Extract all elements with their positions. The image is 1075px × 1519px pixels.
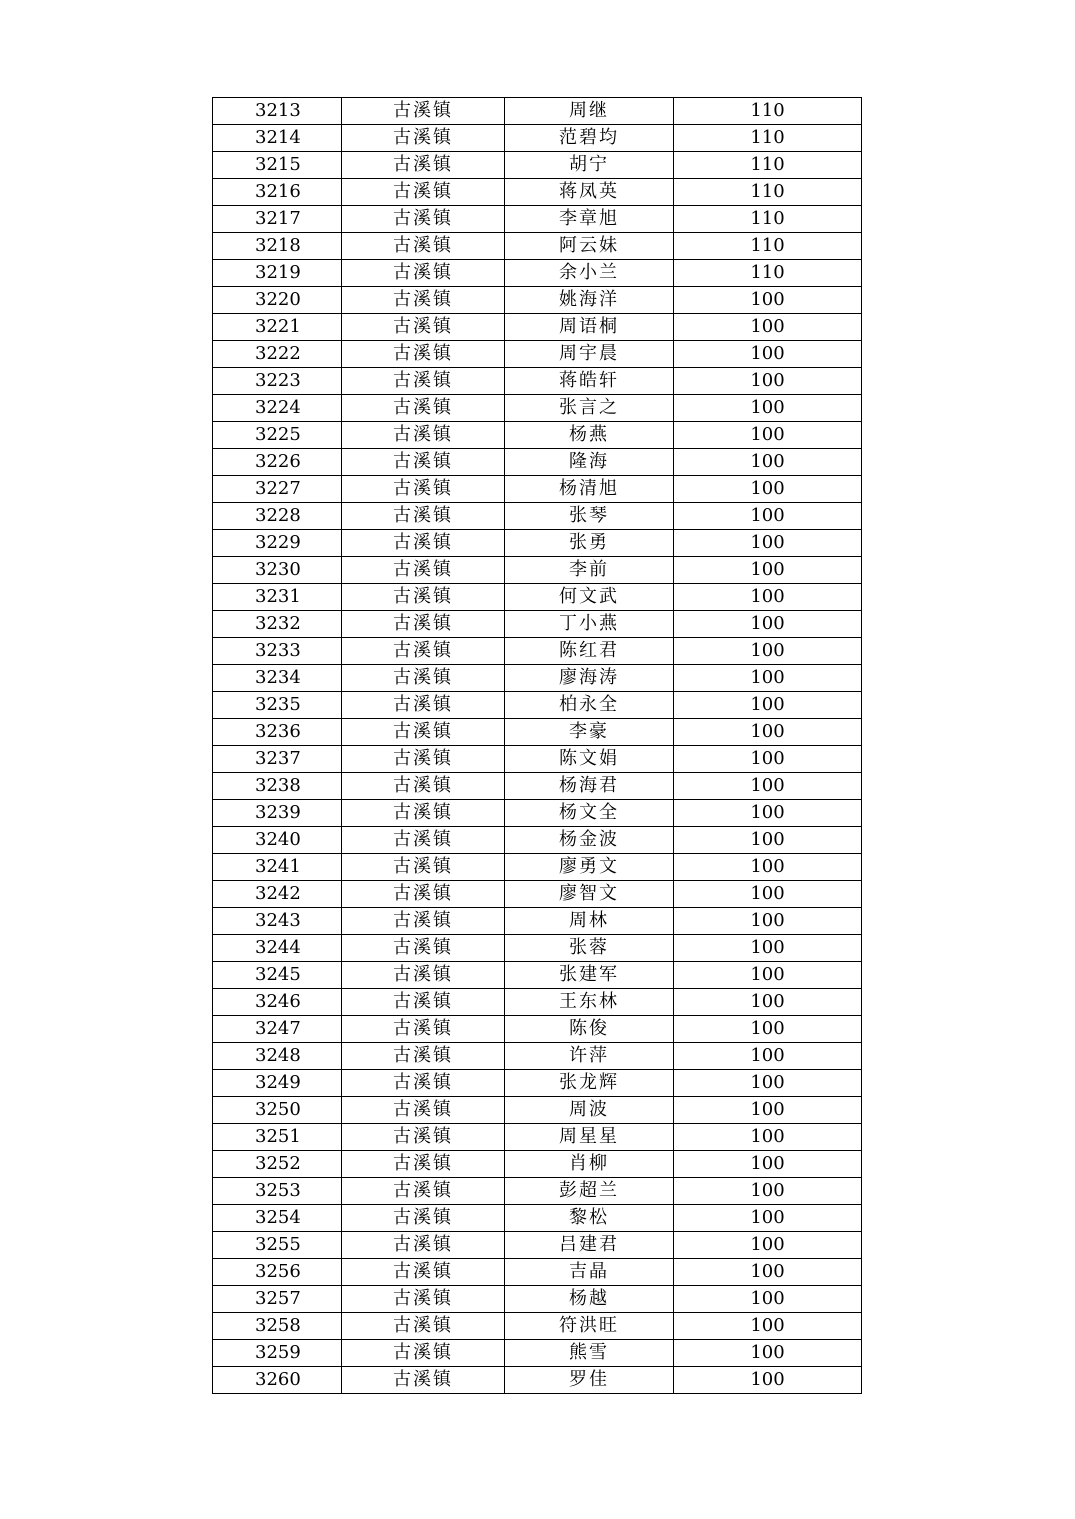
table-row [213, 1232, 862, 1259]
table-row [213, 962, 862, 989]
table-row [213, 1340, 862, 1367]
amount-cell: 100 [674, 395, 862, 422]
serial-number-cell: 3218 [213, 233, 342, 260]
town-cell: 古溪镇 [342, 1043, 505, 1070]
town-cell: 古溪镇 [342, 503, 505, 530]
town-cell: 古溪镇 [342, 449, 505, 476]
town-cell: 古溪镇 [342, 935, 505, 962]
serial-number-cell: 3246 [213, 989, 342, 1016]
amount-cell: 100 [674, 1151, 862, 1178]
amount-cell: 100 [674, 1205, 862, 1232]
table-row [213, 1205, 862, 1232]
serial-number-cell: 3232 [213, 611, 342, 638]
person-name-cell: 蒋皓轩 [505, 368, 674, 395]
table-row [213, 1286, 862, 1313]
serial-number-cell: 3233 [213, 638, 342, 665]
table-row [213, 665, 862, 692]
town-cell: 古溪镇 [342, 152, 505, 179]
town-cell: 古溪镇 [342, 125, 505, 152]
amount-cell: 100 [674, 665, 862, 692]
town-cell: 古溪镇 [342, 989, 505, 1016]
amount-cell: 100 [674, 1259, 862, 1286]
amount-cell: 100 [674, 935, 862, 962]
person-name-cell: 蒋凤英 [505, 179, 674, 206]
town-cell: 古溪镇 [342, 719, 505, 746]
amount-cell: 100 [674, 1097, 862, 1124]
amount-cell: 100 [674, 1286, 862, 1313]
amount-cell: 110 [674, 233, 862, 260]
amount-cell: 100 [674, 557, 862, 584]
town-cell: 古溪镇 [342, 800, 505, 827]
table-row [213, 1151, 862, 1178]
serial-number-cell: 3250 [213, 1097, 342, 1124]
table-row [213, 854, 862, 881]
person-name-cell: 廖海涛 [505, 665, 674, 692]
amount-cell: 100 [674, 692, 862, 719]
table-row [213, 881, 862, 908]
town-cell: 古溪镇 [342, 287, 505, 314]
town-cell: 古溪镇 [342, 1097, 505, 1124]
table-row [213, 503, 862, 530]
person-name-cell: 张琴 [505, 503, 674, 530]
table-row [213, 260, 862, 287]
serial-number-cell: 3255 [213, 1232, 342, 1259]
table-row [213, 800, 862, 827]
town-cell: 古溪镇 [342, 368, 505, 395]
serial-number-cell: 3217 [213, 206, 342, 233]
serial-number-cell: 3224 [213, 395, 342, 422]
person-name-cell: 陈俊 [505, 1016, 674, 1043]
serial-number-cell: 3241 [213, 854, 342, 881]
town-cell: 古溪镇 [342, 908, 505, 935]
table-row [213, 98, 862, 125]
table-row [213, 1043, 862, 1070]
table-row [213, 1178, 862, 1205]
table-row [213, 179, 862, 206]
amount-cell: 100 [674, 719, 862, 746]
table-row [213, 152, 862, 179]
town-cell: 古溪镇 [342, 530, 505, 557]
amount-cell: 100 [674, 530, 862, 557]
person-name-cell: 余小兰 [505, 260, 674, 287]
town-cell: 古溪镇 [342, 881, 505, 908]
town-cell: 古溪镇 [342, 827, 505, 854]
table-row [213, 1367, 862, 1394]
person-name-cell: 杨文全 [505, 800, 674, 827]
table-row [213, 611, 862, 638]
town-cell: 古溪镇 [342, 341, 505, 368]
table-row [213, 422, 862, 449]
amount-cell: 100 [674, 746, 862, 773]
town-cell: 古溪镇 [342, 179, 505, 206]
table-row [213, 989, 862, 1016]
table-row [213, 395, 862, 422]
serial-number-cell: 3249 [213, 1070, 342, 1097]
serial-number-cell: 3215 [213, 152, 342, 179]
person-name-cell: 张勇 [505, 530, 674, 557]
table-row [213, 638, 862, 665]
amount-cell: 100 [674, 476, 862, 503]
amount-cell: 100 [674, 908, 862, 935]
person-name-cell: 姚海洋 [505, 287, 674, 314]
table-row [213, 719, 862, 746]
amount-cell: 100 [674, 1367, 862, 1394]
town-cell: 古溪镇 [342, 962, 505, 989]
person-name-cell: 张蓉 [505, 935, 674, 962]
serial-number-cell: 3220 [213, 287, 342, 314]
serial-number-cell: 3231 [213, 584, 342, 611]
serial-number-cell: 3260 [213, 1367, 342, 1394]
serial-number-cell: 3239 [213, 800, 342, 827]
amount-cell: 100 [674, 989, 862, 1016]
serial-number-cell: 3243 [213, 908, 342, 935]
serial-number-cell: 3227 [213, 476, 342, 503]
table-row [213, 584, 862, 611]
person-name-cell: 隆海 [505, 449, 674, 476]
town-cell: 古溪镇 [342, 422, 505, 449]
amount-cell: 100 [674, 422, 862, 449]
person-name-cell: 范碧均 [505, 125, 674, 152]
amount-cell: 110 [674, 152, 862, 179]
serial-number-cell: 3258 [213, 1313, 342, 1340]
amount-cell: 110 [674, 260, 862, 287]
person-name-cell: 黎松 [505, 1205, 674, 1232]
serial-number-cell: 3234 [213, 665, 342, 692]
serial-number-cell: 3242 [213, 881, 342, 908]
serial-number-cell: 3216 [213, 179, 342, 206]
table-row [213, 206, 862, 233]
table-row [213, 368, 862, 395]
serial-number-cell: 3226 [213, 449, 342, 476]
table-row [213, 1097, 862, 1124]
town-cell: 古溪镇 [342, 395, 505, 422]
town-cell: 古溪镇 [342, 98, 505, 125]
person-name-cell: 熊雪 [505, 1340, 674, 1367]
amount-cell: 100 [674, 1043, 862, 1070]
person-name-cell: 吉晶 [505, 1259, 674, 1286]
serial-number-cell: 3259 [213, 1340, 342, 1367]
table-row [213, 449, 862, 476]
amount-cell: 100 [674, 962, 862, 989]
person-name-cell: 王东林 [505, 989, 674, 1016]
amount-cell: 100 [674, 1070, 862, 1097]
amount-cell: 100 [674, 611, 862, 638]
table-row [213, 1124, 862, 1151]
amount-cell: 100 [674, 314, 862, 341]
town-cell: 古溪镇 [342, 1232, 505, 1259]
person-name-cell: 张建军 [505, 962, 674, 989]
person-name-cell: 张龙辉 [505, 1070, 674, 1097]
person-name-cell: 杨金波 [505, 827, 674, 854]
town-cell: 古溪镇 [342, 773, 505, 800]
table-row [213, 1259, 862, 1286]
table-row [213, 233, 862, 260]
serial-number-cell: 3248 [213, 1043, 342, 1070]
amount-cell: 100 [674, 584, 862, 611]
person-name-cell: 丁小燕 [505, 611, 674, 638]
town-cell: 古溪镇 [342, 260, 505, 287]
person-name-cell: 周林 [505, 908, 674, 935]
town-cell: 古溪镇 [342, 1205, 505, 1232]
table-row [213, 827, 862, 854]
amount-cell: 110 [674, 125, 862, 152]
serial-number-cell: 3235 [213, 692, 342, 719]
serial-number-cell: 3237 [213, 746, 342, 773]
town-cell: 古溪镇 [342, 206, 505, 233]
table-row [213, 287, 862, 314]
serial-number-cell: 3252 [213, 1151, 342, 1178]
person-name-cell: 周继 [505, 98, 674, 125]
serial-number-cell: 3247 [213, 1016, 342, 1043]
serial-number-cell: 3236 [213, 719, 342, 746]
serial-number-cell: 3222 [213, 341, 342, 368]
roster-table [212, 97, 862, 1394]
serial-number-cell: 3256 [213, 1259, 342, 1286]
town-cell: 古溪镇 [342, 1178, 505, 1205]
amount-cell: 100 [674, 773, 862, 800]
amount-cell: 100 [674, 1124, 862, 1151]
town-cell: 古溪镇 [342, 1286, 505, 1313]
town-cell: 古溪镇 [342, 746, 505, 773]
table-row [213, 1070, 862, 1097]
town-cell: 古溪镇 [342, 476, 505, 503]
person-name-cell: 周宇晨 [505, 341, 674, 368]
table-row [213, 530, 862, 557]
table-row [213, 908, 862, 935]
serial-number-cell: 3251 [213, 1124, 342, 1151]
serial-number-cell: 3254 [213, 1205, 342, 1232]
town-cell: 古溪镇 [342, 1340, 505, 1367]
table-row [213, 125, 862, 152]
town-cell: 古溪镇 [342, 692, 505, 719]
town-cell: 古溪镇 [342, 854, 505, 881]
serial-number-cell: 3219 [213, 260, 342, 287]
town-cell: 古溪镇 [342, 1070, 505, 1097]
serial-number-cell: 3214 [213, 125, 342, 152]
amount-cell: 110 [674, 98, 862, 125]
serial-number-cell: 3213 [213, 98, 342, 125]
town-cell: 古溪镇 [342, 1016, 505, 1043]
person-name-cell: 杨海君 [505, 773, 674, 800]
amount-cell: 100 [674, 1340, 862, 1367]
amount-cell: 110 [674, 206, 862, 233]
serial-number-cell: 3238 [213, 773, 342, 800]
town-cell: 古溪镇 [342, 1313, 505, 1340]
serial-number-cell: 3230 [213, 557, 342, 584]
person-name-cell: 张言之 [505, 395, 674, 422]
table-row [213, 476, 862, 503]
serial-number-cell: 3240 [213, 827, 342, 854]
serial-number-cell: 3228 [213, 503, 342, 530]
town-cell: 古溪镇 [342, 611, 505, 638]
amount-cell: 100 [674, 1313, 862, 1340]
amount-cell: 100 [674, 1016, 862, 1043]
person-name-cell: 肖柳 [505, 1151, 674, 1178]
serial-number-cell: 3245 [213, 962, 342, 989]
serial-number-cell: 3244 [213, 935, 342, 962]
person-name-cell: 廖智文 [505, 881, 674, 908]
person-name-cell: 杨越 [505, 1286, 674, 1313]
table-row [213, 935, 862, 962]
person-name-cell: 周星星 [505, 1124, 674, 1151]
town-cell: 古溪镇 [342, 1124, 505, 1151]
person-name-cell: 杨清旭 [505, 476, 674, 503]
town-cell: 古溪镇 [342, 233, 505, 260]
town-cell: 古溪镇 [342, 584, 505, 611]
person-name-cell: 吕建君 [505, 1232, 674, 1259]
amount-cell: 100 [674, 341, 862, 368]
person-name-cell: 李豪 [505, 719, 674, 746]
town-cell: 古溪镇 [342, 1151, 505, 1178]
amount-cell: 100 [674, 827, 862, 854]
person-name-cell: 许萍 [505, 1043, 674, 1070]
table-row [213, 773, 862, 800]
amount-cell: 100 [674, 368, 862, 395]
amount-cell: 110 [674, 179, 862, 206]
amount-cell: 100 [674, 881, 862, 908]
amount-cell: 100 [674, 1232, 862, 1259]
person-name-cell: 柏永全 [505, 692, 674, 719]
table-row [213, 341, 862, 368]
serial-number-cell: 3253 [213, 1178, 342, 1205]
town-cell: 古溪镇 [342, 638, 505, 665]
person-name-cell: 廖勇文 [505, 854, 674, 881]
table-row [213, 1016, 862, 1043]
serial-number-cell: 3257 [213, 1286, 342, 1313]
person-name-cell: 李前 [505, 557, 674, 584]
town-cell: 古溪镇 [342, 665, 505, 692]
person-name-cell: 周语桐 [505, 314, 674, 341]
serial-number-cell: 3225 [213, 422, 342, 449]
serial-number-cell: 3221 [213, 314, 342, 341]
town-cell: 古溪镇 [342, 314, 505, 341]
town-cell: 古溪镇 [342, 557, 505, 584]
town-cell: 古溪镇 [342, 1367, 505, 1394]
amount-cell: 100 [674, 449, 862, 476]
amount-cell: 100 [674, 287, 862, 314]
serial-number-cell: 3229 [213, 530, 342, 557]
person-name-cell: 胡宁 [505, 152, 674, 179]
table-row [213, 746, 862, 773]
table-row [213, 692, 862, 719]
person-name-cell: 罗佳 [505, 1367, 674, 1394]
table-row [213, 314, 862, 341]
person-name-cell: 杨燕 [505, 422, 674, 449]
table-row [213, 557, 862, 584]
person-name-cell: 何文武 [505, 584, 674, 611]
amount-cell: 100 [674, 854, 862, 881]
amount-cell: 100 [674, 800, 862, 827]
person-name-cell: 周波 [505, 1097, 674, 1124]
amount-cell: 100 [674, 1178, 862, 1205]
town-cell: 古溪镇 [342, 1259, 505, 1286]
table-row [213, 1313, 862, 1340]
person-name-cell: 李章旭 [505, 206, 674, 233]
person-name-cell: 阿云妹 [505, 233, 674, 260]
person-name-cell: 陈红君 [505, 638, 674, 665]
amount-cell: 100 [674, 503, 862, 530]
roster-table-body [213, 98, 862, 1394]
person-name-cell: 陈文娟 [505, 746, 674, 773]
serial-number-cell: 3223 [213, 368, 342, 395]
amount-cell: 100 [674, 638, 862, 665]
person-name-cell: 彭超兰 [505, 1178, 674, 1205]
person-name-cell: 符洪旺 [505, 1313, 674, 1340]
